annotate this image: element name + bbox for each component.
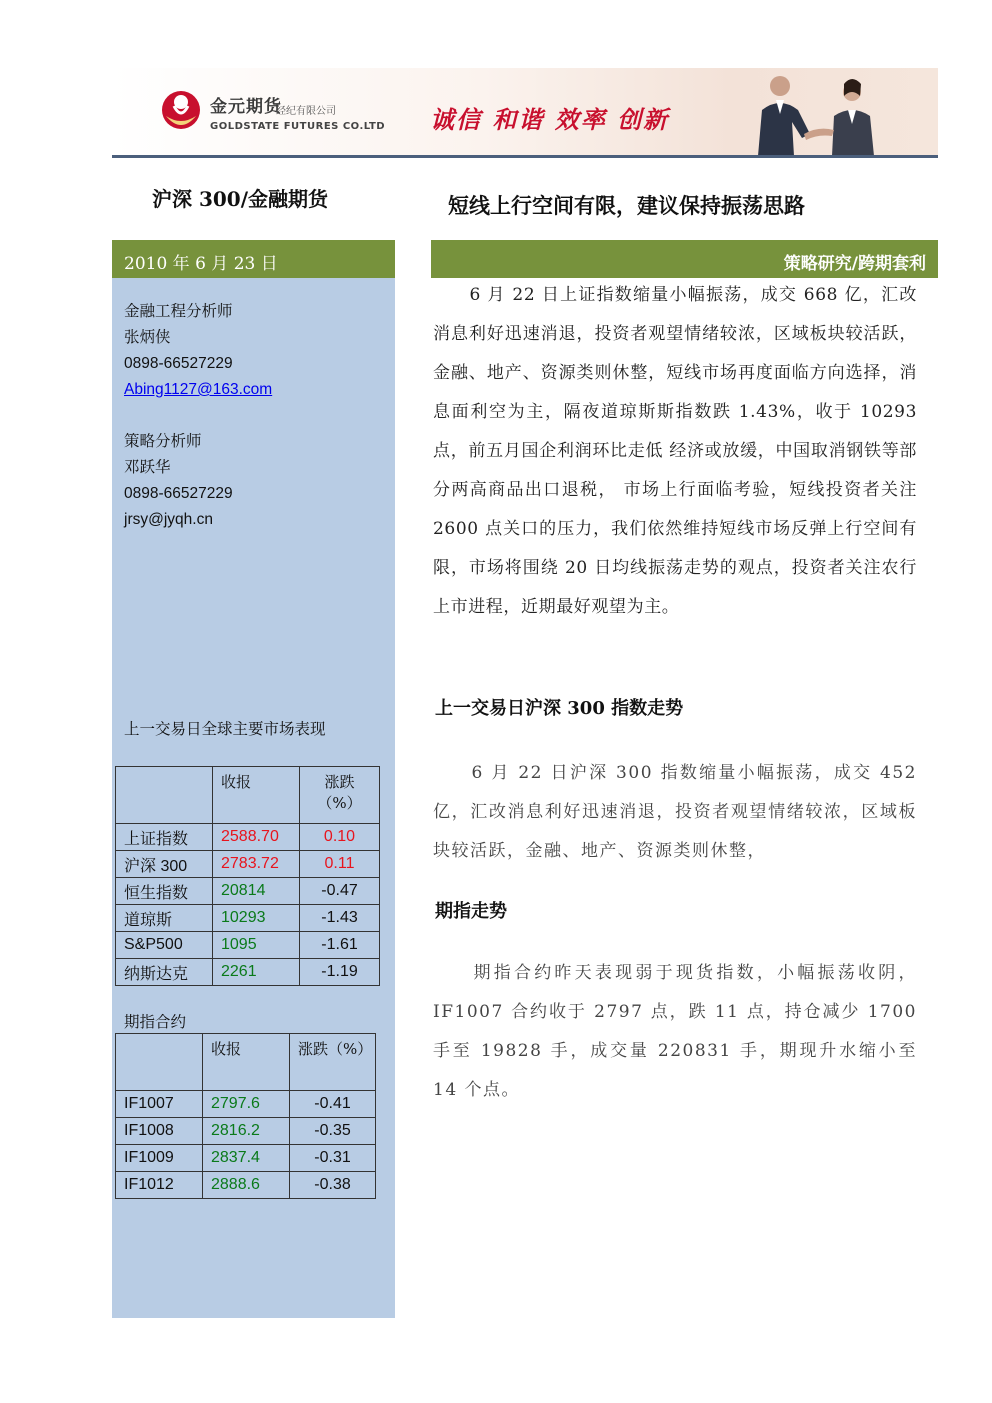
- futures-paragraph: 期指合约昨天表现弱于现货指数，小幅振荡收阴，IF1007 合约收于 2797 点，跌 11 点，持仓减少 1700 手至 19828 手，成交量 220831 手，期现升水缩小至 14 个点。: [433, 963, 917, 1100]
- table-row: [116, 905, 380, 932]
- table-row: [116, 932, 380, 959]
- company-name-suffix: 经纪有限公司: [276, 106, 336, 117]
- contract-name: IF1009: [116, 1145, 203, 1172]
- analyst2-email: jrsy@jyqh.cn: [124, 511, 213, 528]
- table-header-cell: 收报: [213, 767, 300, 824]
- table-header-cell: 涨跌（%）: [290, 1034, 376, 1091]
- market-name: 恒生指数: [116, 878, 213, 905]
- market-close: 2783.72: [213, 851, 300, 878]
- table-row: [116, 878, 380, 905]
- market-name: 纳斯达克: [116, 959, 213, 986]
- market-close: 1095: [213, 932, 300, 959]
- contract-name: IF1008: [116, 1118, 203, 1145]
- markets-label: 上一交易日全球主要市场表现: [124, 720, 326, 738]
- table-row: [116, 851, 380, 878]
- contract-change: -0.41: [290, 1091, 376, 1118]
- market-close: 20814: [213, 878, 300, 905]
- company-logo-icon: [160, 86, 202, 136]
- futures-label: 期指合约: [124, 1013, 187, 1031]
- index-paragraph: 6 月 22 日沪深 300 指数缩量小幅振荡，成交 452 亿，汇改消息利好迅速消退，投资者观望情绪较浓，区域板块较活跃，金融、地产、资源类则休整，: [433, 763, 917, 861]
- company-name-cn: 金元期货: [210, 97, 282, 117]
- contract-close: 2797.6: [203, 1091, 290, 1118]
- table-row: [116, 824, 380, 851]
- table-row: [116, 1145, 376, 1172]
- contract-close: 2837.4: [203, 1145, 290, 1172]
- table-row: [116, 1118, 376, 1145]
- table-header-cell: [116, 767, 213, 824]
- contract-name: IF1007: [116, 1091, 203, 1118]
- header-rule: [112, 155, 938, 158]
- markets-table: [115, 766, 380, 986]
- summary-paragraph: 6 月 22 日上证指数缩量小幅振荡，成交 668 亿，汇改消息利好迅速消退，投资者观望情绪较浓，区域板块较活跃，金融、地产、资源类则休整，短线市场再度面临方向选择，消息面利空为主，隔夜道琼斯斯指数跌 1.43%，收于 10293 点，前五月国企利润环比走低 经济或放缓，中国取消钢铁等部分两高商品出口退税， 市场上行面临考验，短线投资者关注 2600 点关口的压力，我们依然维持短线市场反弹上行空间有限，市场将围绕 20 日均线振荡走势的观点，投资者关注农行上市进程，近期最好观望为主。: [433, 285, 917, 617]
- market-name: 道琼斯: [116, 905, 213, 932]
- contract-change: -0.31: [290, 1145, 376, 1172]
- table-header-row: [116, 1034, 376, 1091]
- page-title: 短线上行空间有限，建议保持振荡思路: [448, 193, 805, 218]
- table-row: [116, 1091, 376, 1118]
- table-header-cell: [116, 1034, 203, 1091]
- market-name: S&P500: [116, 932, 213, 959]
- contract-name: IF1012: [116, 1172, 203, 1199]
- table-header-cell: 涨跌（%）: [300, 767, 380, 824]
- company-name-en: GOLDSTATE FUTURES CO.LTD: [210, 121, 386, 132]
- market-close: 2261: [213, 959, 300, 986]
- sidebar-title: 沪深 300/金融期货: [152, 187, 329, 211]
- analyst2-name: 邓跃华: [124, 458, 171, 476]
- table-header-row: [116, 767, 380, 824]
- market-close: 2588.70: [213, 824, 300, 851]
- contract-close: 2816.2: [203, 1118, 290, 1145]
- analyst2-role: 策略分析师: [124, 432, 202, 450]
- analyst1-name: 张炳侠: [124, 328, 171, 346]
- table-header-cell: 收报: [203, 1034, 290, 1091]
- market-name: 上证指数: [116, 824, 213, 851]
- contract-change: -0.38: [290, 1172, 376, 1199]
- market-change: -1.61: [300, 932, 380, 959]
- handshake-people-illustration: [728, 70, 898, 156]
- section-heading-index: 上一交易日沪深 300 指数走势: [435, 698, 684, 719]
- slogan: 诚信 和谐 效率 创新: [430, 106, 670, 134]
- market-change: 0.11: [300, 851, 380, 878]
- market-change: -1.19: [300, 959, 380, 986]
- contract-change: -0.35: [290, 1118, 376, 1145]
- market-name: 沪深 300: [116, 851, 213, 878]
- market-change: -1.43: [300, 905, 380, 932]
- table-row: [116, 959, 380, 986]
- market-close: 10293: [213, 905, 300, 932]
- category-label: 策略研究/跨期套利: [783, 254, 926, 274]
- contract-close: 2888.6: [203, 1172, 290, 1199]
- analyst1-phone: 0898-66527229: [124, 355, 233, 372]
- analyst1-role: 金融工程分析师: [124, 302, 233, 320]
- market-change: 0.10: [300, 824, 380, 851]
- section-heading-futures: 期指走势: [435, 901, 507, 922]
- analyst1-email-link[interactable]: Abing1127@163.com: [124, 381, 273, 398]
- analyst2-phone: 0898-66527229: [124, 485, 233, 502]
- market-change: -0.47: [300, 878, 380, 905]
- table-row: [116, 1172, 376, 1199]
- report-date: 2010 年 6 月 23 日: [124, 254, 278, 274]
- futures-table: [115, 1033, 376, 1199]
